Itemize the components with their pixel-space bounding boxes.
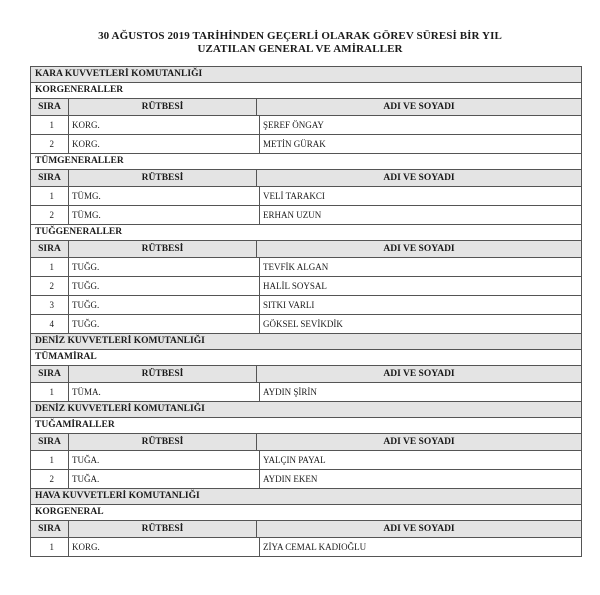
row-number: 2 <box>31 206 69 224</box>
table-header-row <box>31 521 581 538</box>
table-header-row <box>31 99 581 116</box>
row-number: 1 <box>31 451 69 469</box>
row-name: HALİL SOYSAL <box>263 281 327 291</box>
table-row <box>31 277 581 296</box>
table-row <box>31 116 581 135</box>
table-header-row <box>31 366 581 383</box>
row-number: 2 <box>31 470 69 488</box>
row-number: 2 <box>31 277 69 295</box>
row-rank: TUĞA. <box>69 451 260 469</box>
header-ad-soyad: ADI VE SOYADI <box>383 244 455 254</box>
row-number: 1 <box>31 538 69 556</box>
row-name: VELİ TARAKCI <box>263 191 325 201</box>
header-ad-soyad: ADI VE SOYADI <box>383 437 455 447</box>
row-number: 1 <box>31 187 69 205</box>
rank-group-title: KORGENERALLER <box>31 83 581 99</box>
header-rutbe: RÜTBESİ <box>69 434 257 450</box>
header-rutbe: RÜTBESİ <box>69 521 257 537</box>
table-row <box>31 470 581 489</box>
command-band: HAVA KUVVETLERİ KOMUTANLIĞI <box>31 489 581 505</box>
command-band: KARA KUVVETLERİ KOMUTANLIĞI <box>31 67 581 83</box>
row-name: ERHAN UZUN <box>263 210 322 220</box>
row-rank: TUĞG. <box>69 296 260 314</box>
row-name: ZİYA CEMAL KADIOĞLU <box>263 542 367 552</box>
table-row <box>31 538 581 557</box>
row-rank: TUĞG. <box>69 258 260 276</box>
row-rank: TUĞG. <box>69 315 260 333</box>
row-rank: KORG. <box>69 116 260 134</box>
header-rutbe: RÜTBESİ <box>69 99 257 115</box>
row-name: AYDIN ŞİRİN <box>263 387 317 397</box>
row-number: 2 <box>31 135 69 153</box>
table-row <box>31 187 581 206</box>
row-number: 4 <box>31 315 69 333</box>
header-rutbe: RÜTBESİ <box>69 366 257 382</box>
row-rank: TÜMA. <box>69 383 260 401</box>
table-row <box>31 258 581 277</box>
row-name: GÖKSEL SEVİKDİK <box>263 319 343 329</box>
header-sira: SIRA <box>31 366 69 382</box>
row-name: TEVFİK ALGAN <box>263 262 329 272</box>
row-name: AYDIN EKEN <box>263 474 318 484</box>
document-title <box>0 30 600 56</box>
table-header-row <box>31 434 581 451</box>
row-rank: TUĞA. <box>69 470 260 488</box>
officers-table <box>30 66 582 557</box>
command-band: DENİZ KUVVETLERİ KOMUTANLIĞI <box>31 402 581 418</box>
rank-group-title: TÜMAMİRAL <box>31 350 581 366</box>
row-rank: KORG. <box>69 538 260 556</box>
table-header-row <box>31 241 581 258</box>
header-sira: SIRA <box>31 521 69 537</box>
row-name: ŞEREF ÖNGAY <box>263 120 324 130</box>
header-ad-soyad: ADI VE SOYADI <box>383 102 455 112</box>
header-ad-soyad: ADI VE SOYADI <box>383 173 455 183</box>
row-number: 1 <box>31 258 69 276</box>
table-row <box>31 296 581 315</box>
header-rutbe: RÜTBESİ <box>69 170 257 186</box>
header-rutbe: RÜTBESİ <box>69 241 257 257</box>
rank-group-title: TUĞAMİRALLER <box>31 418 581 434</box>
header-ad-soyad: ADI VE SOYADI <box>383 524 455 534</box>
header-sira: SIRA <box>31 170 69 186</box>
header-sira: SIRA <box>31 99 69 115</box>
row-rank: KORG. <box>69 135 260 153</box>
row-rank: TÜMG. <box>69 206 260 224</box>
row-rank: TÜMG. <box>69 187 260 205</box>
table-header-row <box>31 170 581 187</box>
title-line-2: UZATILAN GENERAL VE AMİRALLER <box>197 43 403 55</box>
command-band: DENİZ KUVVETLERİ KOMUTANLIĞI <box>31 334 581 350</box>
row-number: 1 <box>31 116 69 134</box>
header-ad-soyad: ADI VE SOYADI <box>383 369 455 379</box>
table-row <box>31 315 581 334</box>
row-name: YALÇIN PAYAL <box>263 455 326 465</box>
rank-group-title: TÜMGENERALLER <box>31 154 581 170</box>
table-row <box>31 135 581 154</box>
row-rank: TUĞG. <box>69 277 260 295</box>
row-name: SITKI VARLI <box>263 300 315 310</box>
row-number: 3 <box>31 296 69 314</box>
header-sira: SIRA <box>31 241 69 257</box>
rank-group-title: TUĞGENERALLER <box>31 225 581 241</box>
header-sira: SIRA <box>31 434 69 450</box>
table-row <box>31 451 581 470</box>
table-row <box>31 383 581 402</box>
title-line-1: 30 AĞUSTOS 2019 TARİHİNDEN GEÇERLİ OLARAK GÖREV SÜRESİ BİR YIL <box>98 30 502 42</box>
row-name: METİN GÜRAK <box>263 139 326 149</box>
row-number: 1 <box>31 383 69 401</box>
table-row <box>31 206 581 225</box>
rank-group-title: KORGENERAL <box>31 505 581 521</box>
